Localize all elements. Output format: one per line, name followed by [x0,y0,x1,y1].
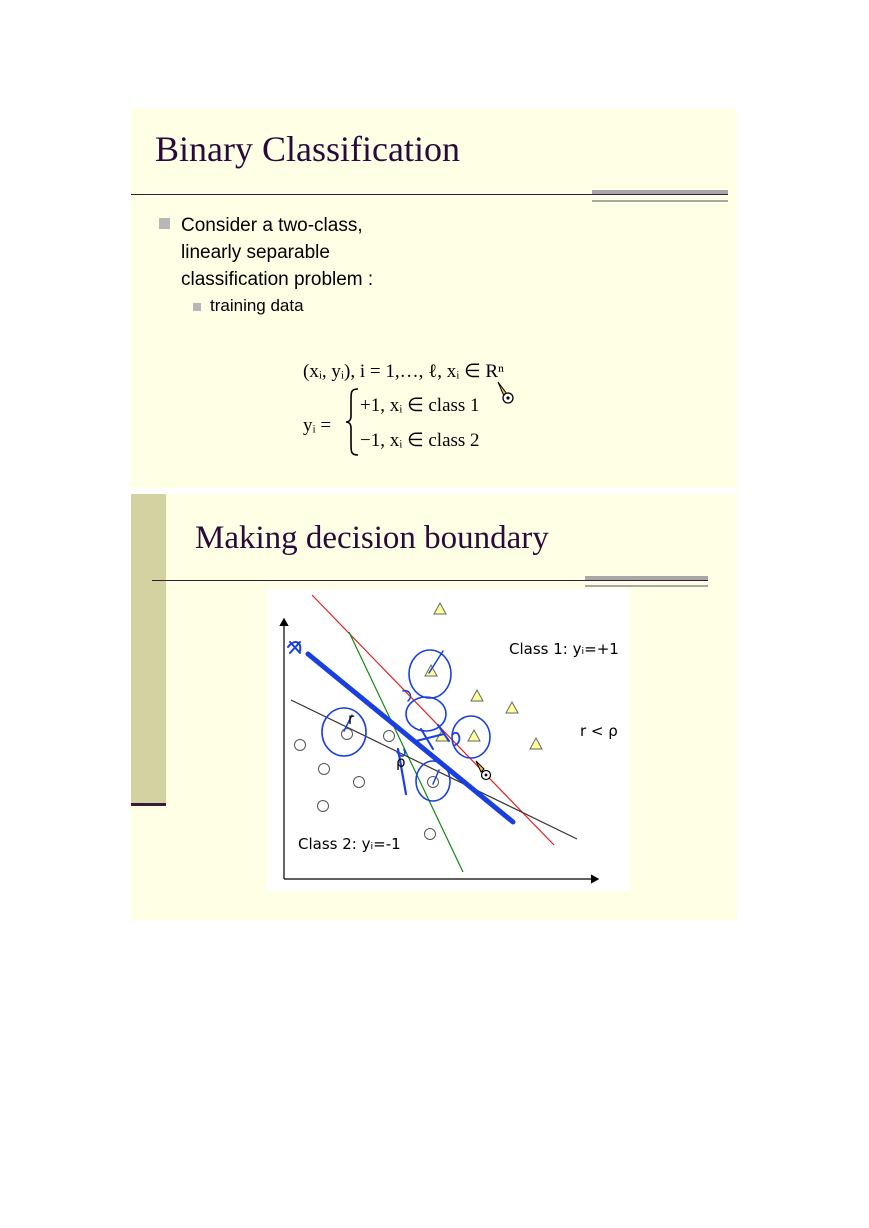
radius-letter: r [348,710,355,728]
triangle-point [434,603,446,614]
pen-cursor-icon [476,761,491,780]
circle-point [354,777,365,788]
slide-binary-classification [131,108,737,488]
circle-point [342,729,353,740]
main-bullet [181,212,441,293]
triangle-point [468,730,480,741]
circle-point [295,740,306,751]
max-margin-line [308,654,513,822]
margin-letter: ρ [396,753,406,771]
circle-point [318,801,329,812]
title-accent-bar-lower [592,200,728,202]
slide-title: Making decision boundary [195,520,549,556]
left-brace [345,388,359,456]
case-negative: −1, xᵢ ∈ class 2 [360,430,480,451]
circle-point [384,731,395,742]
handwritten-annotations [288,642,513,822]
triangle-point [471,690,483,701]
bullet-marker [159,218,170,229]
bullet-line: classification problem : [181,269,374,290]
bullet-line: Consider a two-class, [181,215,363,236]
class1-label: Class 1: yᵢ=+1 [509,640,619,658]
slide-sidebar [131,494,166,803]
circle-point [319,764,330,775]
start-scribble [288,642,300,653]
label-lhs: yᵢ = [303,415,332,436]
sidebar-underline [131,803,166,806]
pen-cursor-icon [495,380,517,406]
title-accent-bar [585,576,708,580]
title-underline [131,194,728,195]
triangle-point [506,702,518,713]
slide-title: Binary Classification [155,129,460,169]
title-accent-bar-lower [585,585,708,587]
title-underline [152,580,708,581]
class1-points [425,603,542,749]
slide-decision-boundary [131,494,737,920]
class2-label: Class 2: yᵢ=-1 [298,835,401,853]
handwritten-inequality: r < ρ [580,722,618,740]
radius-ring [406,697,446,731]
triangle-point [530,738,542,749]
sub-bullet-marker [193,303,201,311]
figure-canvas [266,589,630,891]
radius-stroke [429,651,443,673]
title-accent-bar [592,190,728,194]
case-positive: +1, xᵢ ∈ class 1 [360,395,480,416]
circle-point [428,777,439,788]
circle-point [425,829,436,840]
sub-bullet: training data [210,296,304,315]
decision-boundary-figure [266,589,630,891]
training-set-equation: (xᵢ, yᵢ), i = 1,…, ℓ, xᵢ ∈ Rⁿ [303,361,505,382]
bullet-line: linearly separable [181,242,330,263]
